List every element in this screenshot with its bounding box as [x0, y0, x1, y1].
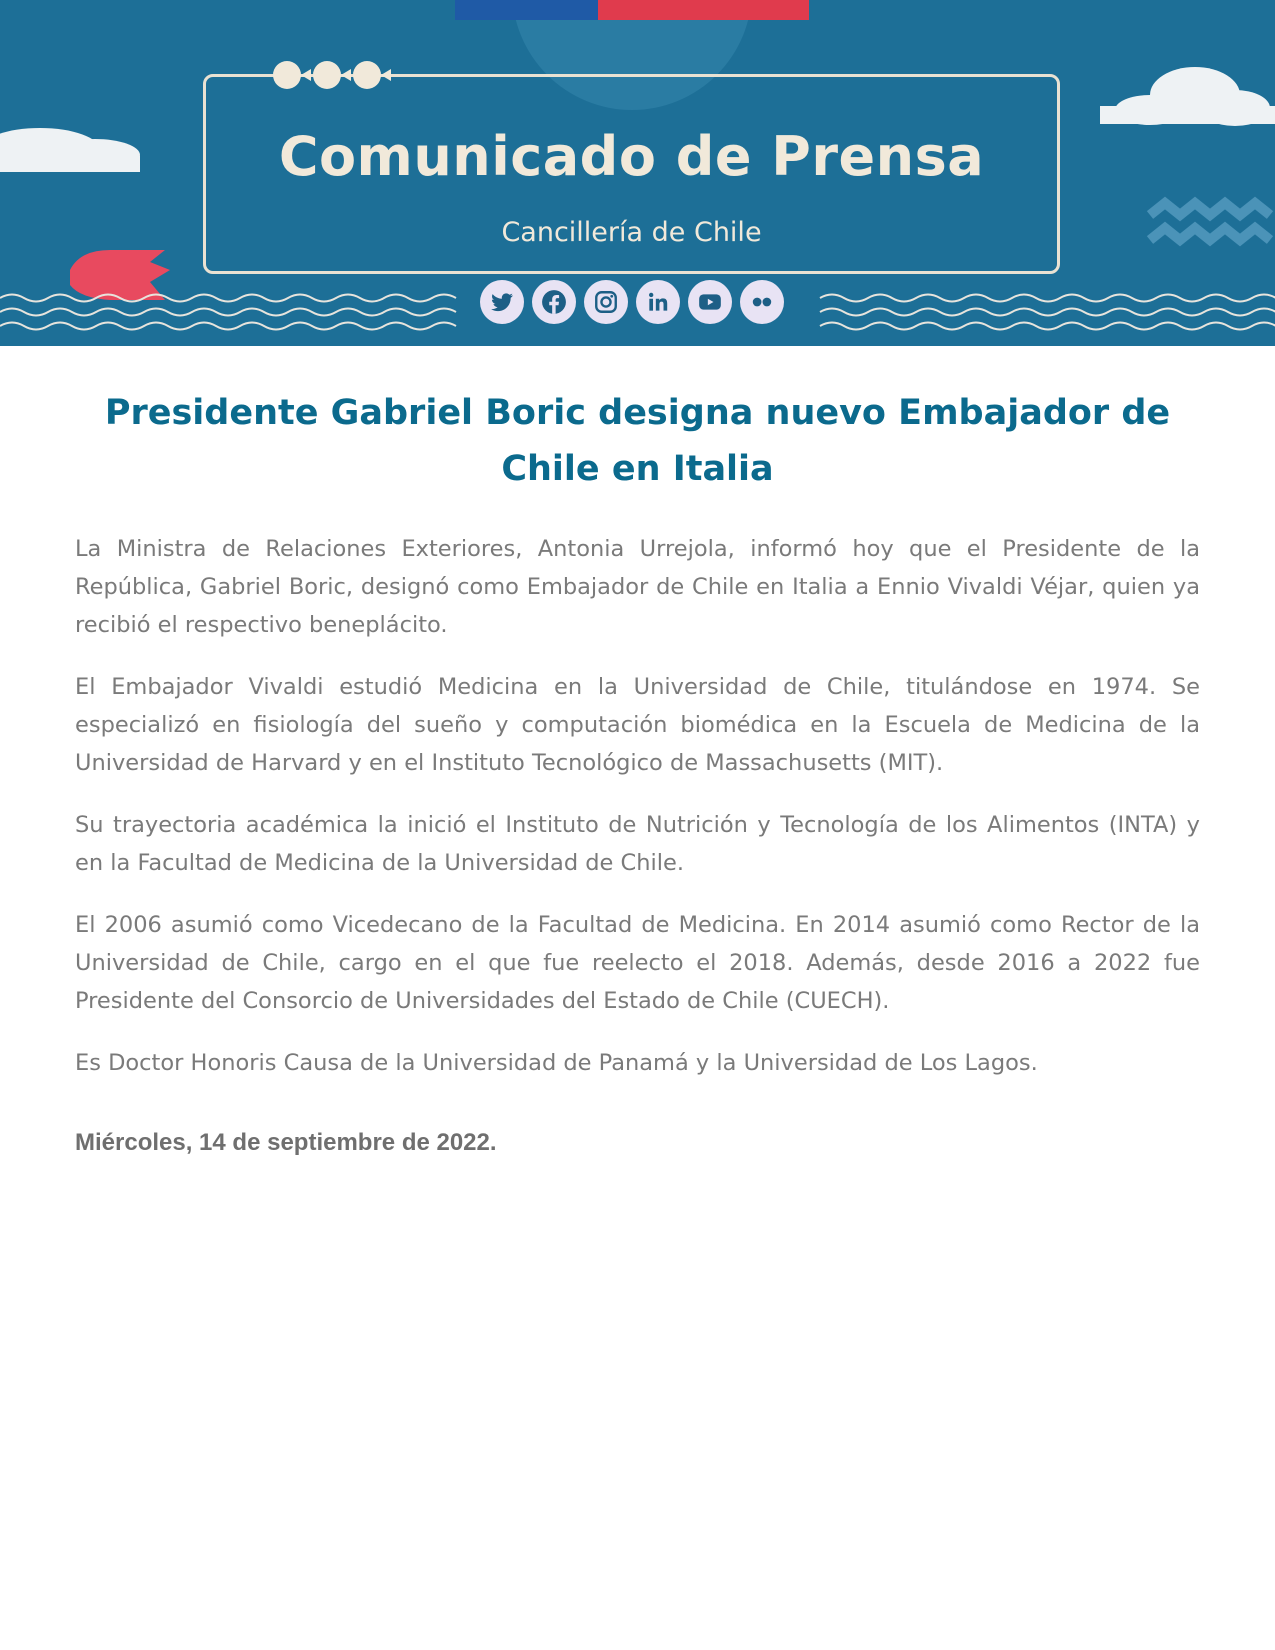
red-fish-shape [70, 250, 170, 300]
twitter-icon[interactable] [480, 280, 524, 324]
youtube-icon[interactable] [688, 280, 732, 324]
flickr-icon[interactable] [740, 280, 784, 324]
social-links [478, 280, 786, 324]
headline: Presidente Gabriel Boric designa nuevo Embajador de Chile en Italia [104, 393, 1171, 489]
facebook-icon[interactable] [532, 280, 576, 324]
publication-date: Miércoles, 14 de septiembre de 2022. [75, 1129, 497, 1156]
paragraph: Es Doctor Honoris Causa de la Universidad de Panamá y la Universidad de Los Lagos. [75, 1050, 1038, 1076]
paragraph: Su trayectoria académica la inició el Instituto de Nutrición y Tecnología de los Alimentos (INTA) y en la Facultad de Medicina de la Universidad de Chile. [75, 812, 1200, 876]
instagram-icon[interactable] [584, 280, 628, 324]
decorative-dots-icon [268, 58, 398, 92]
cloud-left [0, 128, 140, 172]
banner-title: Comunicado de Prensa [278, 125, 985, 188]
linkedin-icon[interactable] [636, 280, 680, 324]
flag-stripe-blue [455, 0, 598, 20]
article-body [75, 530, 1200, 1106]
banner-subtitle: Cancillería de Chile [501, 217, 762, 248]
paragraph: El Embajador Vivaldi estudió Medicina en la Universidad de Chile, titulándose en 1974. Se especializó en fisiología del sueño y computación biomédica en la Escuela de Medicina de la Universidad de Harvard y en el Instituto Tecnológico de Massachusetts (MIT). [75, 674, 1200, 776]
paragraph: La Ministra de Relaciones Exteriores, Antonia Urrejola, informó hoy que el Presidente de la República, Gabriel Boric, designó como Embajador de Chile en Italia a Ennio Vivaldi Véjar, quien ya recibió el respectivo beneplácito. [75, 536, 1200, 638]
paragraph: El 2006 asumió como Vicedecano de la Facultad de Medicina. En 2014 asumió como Rector de la Universidad de Chile, cargo en el que fue reelecto el 2018. Además, desde 2016 a 2022 fue Presidente del Consorcio de Universidades del Estado de Chile (CUECH). [75, 912, 1200, 1014]
header-banner [0, 0, 1275, 346]
flag-stripe-red [598, 0, 809, 20]
cloud-right [1100, 67, 1275, 126]
